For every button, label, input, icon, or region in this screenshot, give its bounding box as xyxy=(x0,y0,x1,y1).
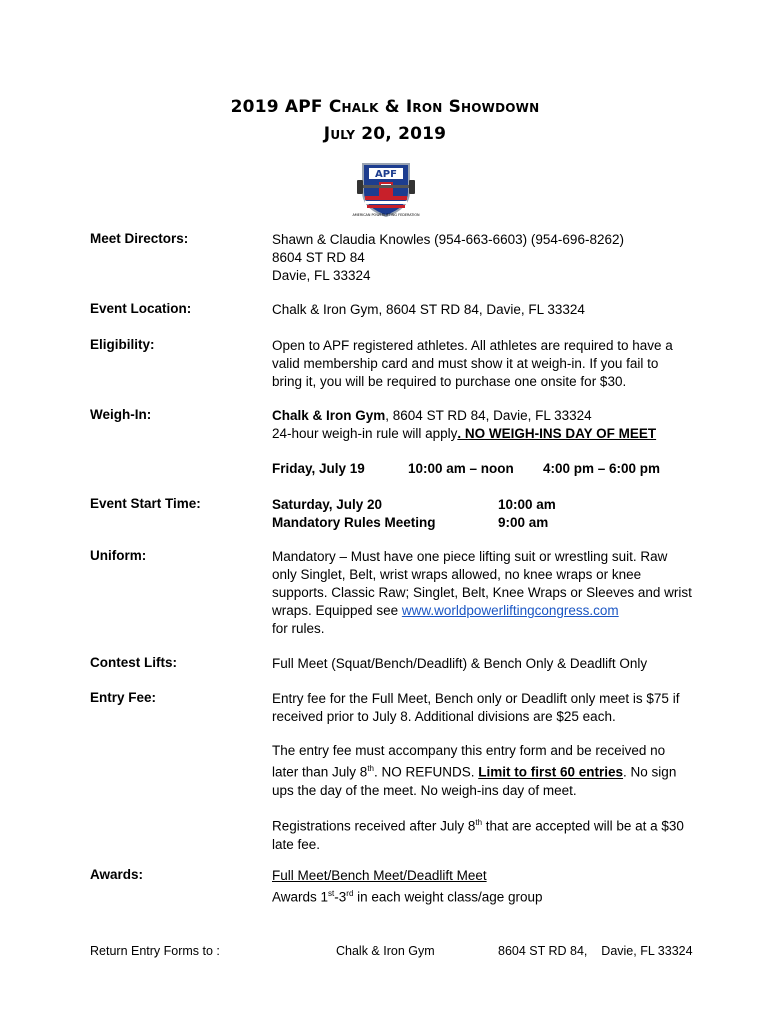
event-start-day: Saturday, July 20 xyxy=(272,497,383,512)
no-refunds-text: . NO REFUNDS. xyxy=(373,764,479,780)
superscript: th xyxy=(475,818,483,827)
late-fee-amount-text: that are accepted will be at a $30 late fee. xyxy=(272,818,684,852)
footer-gym: Chalk & Iron Gym xyxy=(336,944,435,958)
uniform-value xyxy=(272,548,692,638)
document-date: July 20, 2019 xyxy=(323,124,447,144)
event-location-label: Event Location: xyxy=(90,301,192,316)
weigh-in-label: Weigh-In: xyxy=(90,407,152,422)
entry-limit-text: Limit to first 60 entries xyxy=(478,764,624,780)
uniform-label: Uniform: xyxy=(90,548,147,563)
rules-meeting-time: 9:00 am xyxy=(498,515,549,530)
uniform-text: Mandatory – Must have one piece lifting suit or wrestling suit. Raw only Singlet, Belt, wrist wraps allowed, no knee wraps or knee supports. Classic Raw; Singlet, Belt, Knee Wraps or Sleeves and wrist wraps. Equipped see xyxy=(272,549,692,618)
rules-meeting-label: Mandatory Rules Meeting xyxy=(272,515,436,530)
directors-city: Davie, FL 33324 xyxy=(272,268,371,283)
footer-return-label: Return Entry Forms to : xyxy=(90,944,220,958)
no-signups-text: . No sign ups the day of the meet. No weigh-ins day of meet. xyxy=(272,764,677,798)
late-fee-text: Registrations received after July 8 xyxy=(272,818,476,834)
awards-categories: Full Meet/Bench Meet/Deadlift Meet xyxy=(272,868,487,883)
entry-fee-deadline-text: The entry fee must accompany this entry form and be received no later than July 8 xyxy=(272,743,666,780)
document-title: 2019 APF Chalk & Iron Showdown xyxy=(230,97,540,117)
entry-fee-label: Entry Fee: xyxy=(90,690,157,705)
contest-lifts-label: Contest Lifts: xyxy=(90,655,177,670)
directors-contacts: Shawn & Claudia Knowles (954-663-6603) (954-696-8262) xyxy=(272,232,624,247)
weigh-in-day: Friday, July 19 xyxy=(272,461,365,476)
logo-text: APF xyxy=(375,169,397,180)
weigh-in-rule: 24-hour weigh-in rule will apply xyxy=(272,426,458,441)
weigh-in-session-2: 4:00 pm – 6:00 pm xyxy=(543,461,661,476)
weigh-in-rule-warning: . NO WEIGH-INS DAY OF MEET xyxy=(457,426,657,441)
directors-street: 8604 ST RD 84 xyxy=(272,250,365,265)
wpc-link[interactable]: www.worldpowerliftingcongress.com xyxy=(401,603,619,618)
eligibility-value: Open to APF registered athletes. All athletes are required to have a valid membership card and must show it at weigh-in. If you fail to bring it, you will be required to purchase one onsite for $30. xyxy=(272,338,673,389)
superscript: th xyxy=(367,764,374,773)
logo-caption: AMERICAN POWERLIFTING FEDERATION xyxy=(352,213,420,217)
event-location-value: Chalk & Iron Gym, 8604 ST RD 84, Davie, FL 33324 xyxy=(272,302,585,317)
meet-directors-label: Meet Directors: xyxy=(90,231,189,246)
contest-lifts-value: Full Meet (Squat/Bench/Deadlift) & Bench Only & Deadlift Only xyxy=(272,656,648,671)
awards-places: Awards 1st-3rd in each weight class/age group xyxy=(272,889,543,905)
footer-address: 8604 ST RD 84, Davie, FL 33324 xyxy=(498,944,693,958)
meet-directors-value xyxy=(272,231,692,285)
entry-fee-para-1: Entry fee for the Full Meet, Bench only or Deadlift only meet is $75 if received prior to July 8. Additional divisions are $25 each. xyxy=(272,691,680,724)
entry-fee-para-2 xyxy=(272,742,692,800)
weigh-in-address: , 8604 ST RD 84, Davie, FL 33324 xyxy=(385,408,592,423)
weigh-in-gym: Chalk & Iron Gym xyxy=(272,408,386,423)
eligibility-label: Eligibility: xyxy=(90,337,155,352)
uniform-after: for rules. xyxy=(272,621,325,636)
weigh-in-value xyxy=(272,407,692,443)
event-start-time: 10:00 am xyxy=(498,497,556,512)
awards-value xyxy=(272,867,692,907)
apf-logo xyxy=(352,158,420,224)
weigh-in-session-1: 10:00 am – noon xyxy=(408,461,514,476)
entry-fee-para-3 xyxy=(272,814,692,854)
event-start-label: Event Start Time: xyxy=(90,496,201,511)
awards-label: Awards: xyxy=(90,867,144,882)
